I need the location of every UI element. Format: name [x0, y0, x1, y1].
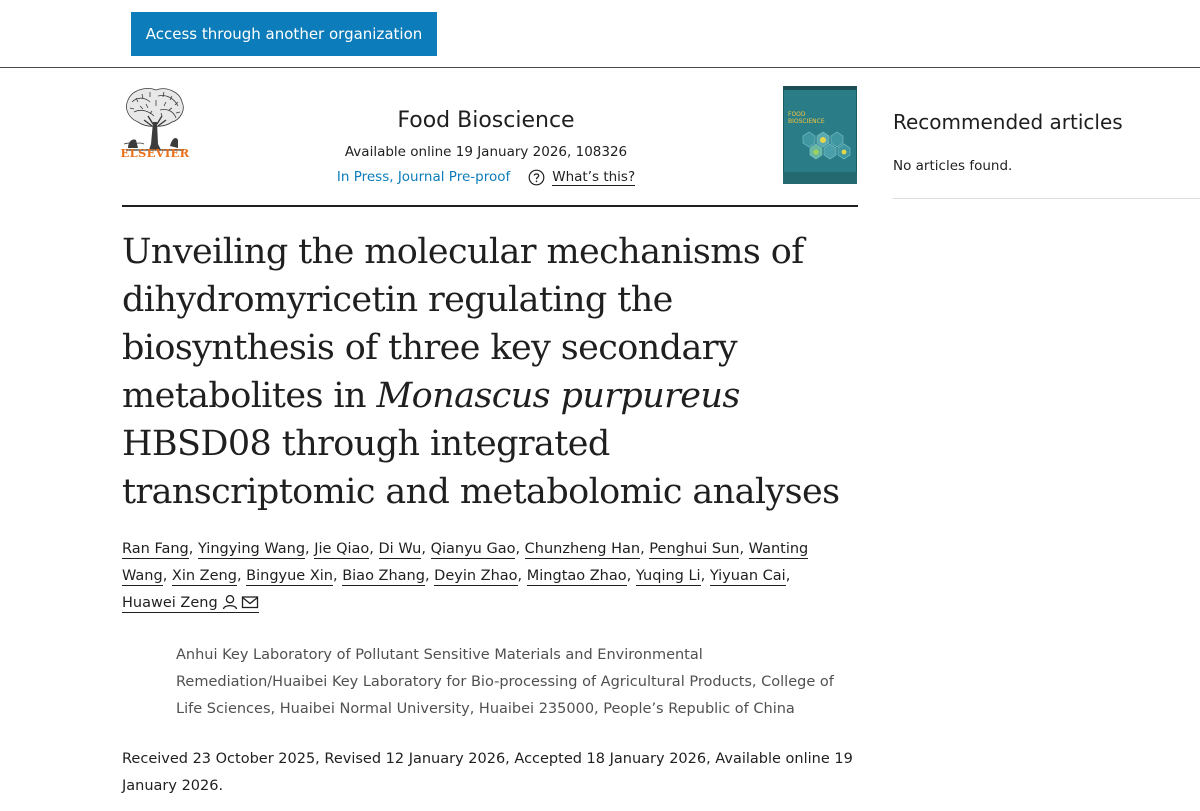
author-link[interactable]: Yingying Wang	[197, 541, 306, 557]
author-link[interactable]: Yuqing Li	[635, 568, 701, 584]
corresponding-author-link[interactable]	[122, 595, 259, 613]
article-title-part1: Unveiling the molecular mechanisms of dihydromyricetin regulating the biosynthesis of three key secondary metabolites in	[122, 232, 804, 416]
journal-title[interactable]: Food Bioscience	[397, 108, 575, 133]
author-link[interactable]: Xin Zeng	[171, 568, 237, 584]
recommended-divider	[893, 198, 1200, 199]
recommended-articles-empty: No articles found.	[893, 158, 1013, 174]
author-affiliation: Anhui Key Laboratory of Pollutant Sensitive Materials and Environmental Remediation/Huaibei Key Laboratory for Bio-processing of Agricultural Products, College of Life Sciences, Huaibei Normal University, Huaibei 235000, People’s Republic of China	[176, 647, 834, 717]
journal-cover-image[interactable]	[783, 86, 857, 184]
envelope-icon	[241, 594, 259, 610]
author-contact-icons	[221, 593, 259, 620]
article-title-part2: HBSD08 through integrated transcriptomic and metabolomic analyses	[122, 424, 840, 512]
whats-this-link[interactable]: What’s this?	[552, 168, 636, 185]
author-link[interactable]: Bingyue Xin	[246, 568, 333, 584]
header-divider	[122, 205, 858, 207]
author-list: Ran Fang, Yingying Wang, Jie Qiao, Di Wu, Qianyu Gao, Chunzheng Han, Penghui Sun, Wanting Wang, Xin Zeng, Bingyue Xin, Biao Zhang, Deyin Zhao, Mingtao Zhao, Yuqing Li, Yiyuan Cai, Huawei Zeng	[122, 536, 832, 620]
cover-title-line2: BIOSCIENCE	[788, 118, 825, 125]
person-icon	[221, 594, 239, 610]
author-link[interactable]: Qianyu Gao	[430, 541, 516, 557]
article-title-species: Monascus purpureus	[376, 376, 740, 416]
institution-access-bar	[0, 0, 1200, 68]
top-bar-divider	[0, 67, 1200, 68]
author-link[interactable]: Chunzheng Han	[524, 541, 641, 557]
cover-title-line1: FOOD	[788, 111, 806, 118]
journal-availability: Available online 19 January 2026, 108326	[344, 144, 628, 160]
author-link[interactable]: Ran Fang	[122, 541, 189, 557]
author-name: Huawei Zeng	[122, 595, 218, 611]
author-link[interactable]: Deyin Zhao	[434, 568, 518, 584]
author-link[interactable]: Mingtao Zhao	[526, 568, 627, 584]
author-link[interactable]: Jie Qiao	[314, 541, 370, 557]
article-status-row	[230, 166, 742, 188]
article-title	[122, 228, 862, 516]
question-circle-icon[interactable]	[528, 169, 545, 186]
author-link[interactable]: Yiyuan Cai	[709, 568, 786, 584]
article-history-dates: Received 23 October 2025, Revised 12 January 2026, Accepted 18 January 2026, Available online 19 January 2026.	[122, 751, 853, 794]
publisher-name[interactable]: ELSEVIER	[120, 146, 190, 160]
recommended-articles-title: Recommended articles	[893, 110, 1123, 134]
in-press-link[interactable]: In Press, Journal Pre-proof	[336, 169, 511, 185]
author-link[interactable]: Wanting Wang	[122, 541, 809, 584]
access-another-organization-button[interactable]: Access through another organization	[131, 12, 437, 56]
author-link[interactable]: Penghui Sun	[649, 541, 740, 557]
author-link[interactable]: Biao Zhang	[342, 568, 425, 584]
author-link[interactable]: Di Wu	[378, 541, 422, 557]
